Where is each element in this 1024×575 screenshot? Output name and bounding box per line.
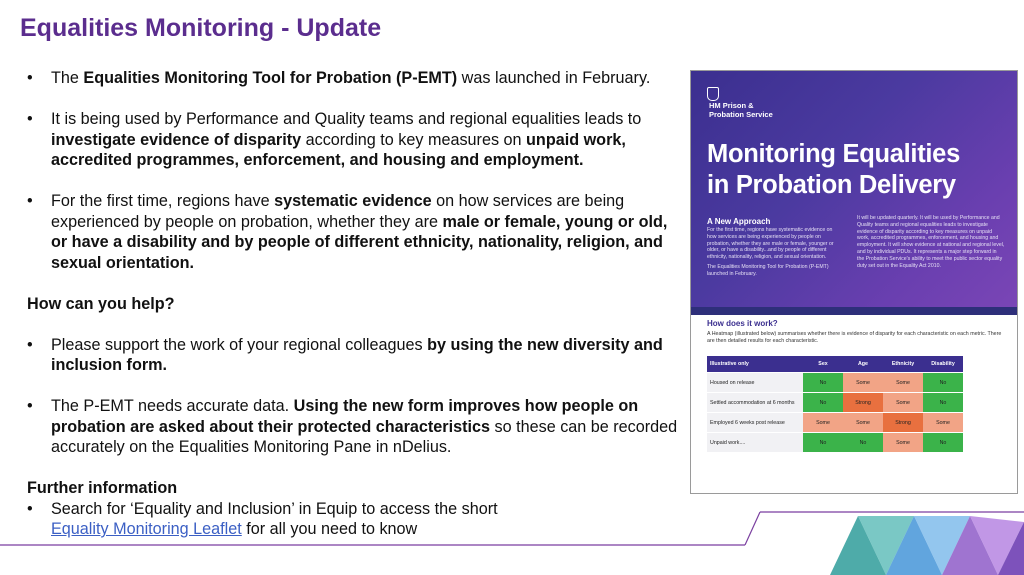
heatmap-row-label: Housed on release (707, 373, 803, 392)
bullet-evidence: • For the first time, regions have systematic evidence on how services are being experienced by people on probation, whether they are male or female, young or old, or have a disability and by people of different ethnicity, nationality, religion, and sexual orientation. (27, 191, 687, 273)
heatmap-header: Sex (803, 356, 843, 372)
heatmap-cell: Strong (843, 393, 883, 412)
crest-icon (707, 87, 719, 101)
heatmap-cell: Some (883, 373, 923, 392)
heatmap-table (707, 355, 963, 453)
heatmap-cell: Some (883, 393, 923, 412)
bullet-search: • Search for ‘Equality and Inclusion’ in Equip to access the short Equality Monitoring Leaflet for all you need to know (27, 499, 687, 540)
heatmap-header: Age (843, 356, 883, 372)
heatmap-cell: No (803, 433, 843, 452)
heatmap-cell: Some (843, 373, 883, 392)
leaflet-image (690, 70, 1018, 494)
heatmap-row-label: Settled accommodation at 6 months (707, 393, 803, 412)
leaflet-title: Monitoring Equalities in Probation Delivery (707, 140, 960, 199)
leaflet-column-left: For the first time, regions have systematic evidence on how services are being experienced by people on probation, whether they are male or female, younger or older, or have a disability...and by people of different ethnicity, nationality, religion, and sexual orientation. The Equalities Monitoring Tool for Probation (P-EMT) launched in February. (707, 227, 834, 277)
heatmap-row-label: Employed 6 weeks post release (707, 413, 803, 432)
bullet-accurate-data: • The P-EMT needs accurate data. Using the new form improves how people on probation are asked about their protected characteristics so these can be recorded accurately on the Equalities Monitoring Pane in nDelius. (27, 396, 687, 458)
leaflet-subhead: A New Approach (707, 217, 771, 226)
heatmap-cell: Strong (883, 413, 923, 432)
heatmap-row (707, 433, 963, 452)
heatmap-cell: Some (923, 413, 963, 432)
leaflet-intro: A Heatmap (illustrated below) summarises whether there is evidence of disparity for each characteristic on each metric. There are then detailed results for each characteristic. (707, 331, 1002, 344)
heatmap-cell: No (923, 393, 963, 412)
slide-title: Equalities Monitoring - Update (20, 14, 382, 42)
decorative-triangles (0, 500, 1024, 575)
heatmap-cell: Some (803, 413, 843, 432)
bullet-support: • Please support the work of your regional colleagues by using the new diversity and inclusion form. (27, 335, 687, 376)
heatmap-cell: No (803, 373, 843, 392)
heatmap-cell: Some (843, 413, 883, 432)
heatmap-row-label: Unpaid work.... (707, 433, 803, 452)
leaflet-question: How does it work? (707, 319, 778, 328)
heatmap-row (707, 393, 963, 412)
bullet-launch: • The Equalities Monitoring Tool for Probation (P-EMT) was launched in February. (27, 68, 687, 89)
heatmap-header: Illustrative only (707, 356, 803, 372)
heatmap-cell: No (923, 433, 963, 452)
heatmap-cell: No (923, 373, 963, 392)
heatmap-row (707, 413, 963, 432)
bullet-usage: • It is being used by Performance and Quality teams and regional equalities leads to investigate evidence of disparity according to key measures on unpaid work, accredited programmes, enforcement, and housing and employment. (27, 109, 687, 171)
leaflet-org: HM Prison & Probation Service (709, 101, 773, 119)
heatmap-cell: Some (883, 433, 923, 452)
leaflet-column-right: It will be updated quarterly. It will be used by Performance and Quality teams and regional equalities leads to investigate evidence of disparity according to key measures on unpaid work, accredited programmes, enforcement, and housing and employment. It will show evidence at national and regional level, and by individual PDUs. It represents a major step forward in the Probation Service's ability to meet the public sector equality duty set out in the Equality Act 2010. (857, 215, 1005, 269)
help-heading: How can you help? (27, 294, 175, 313)
further-heading: Further information (27, 479, 178, 497)
heatmap-header: Disability (923, 356, 963, 372)
heatmap-cell: No (843, 433, 883, 452)
leaflet-link[interactable]: Equality Monitoring Leaflet (51, 520, 242, 538)
heatmap-header: Ethnicity (883, 356, 923, 372)
slide-body (27, 68, 687, 540)
heatmap-row (707, 373, 963, 392)
heatmap-cell: No (803, 393, 843, 412)
leaflet-cover (691, 71, 1017, 315)
